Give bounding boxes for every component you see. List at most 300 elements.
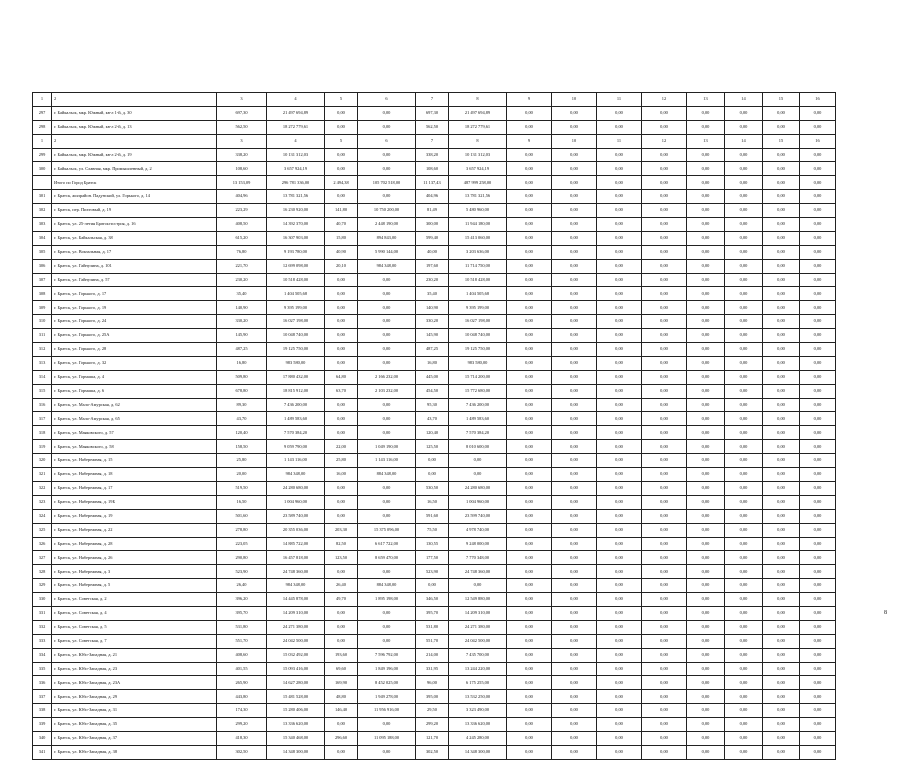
address-cell: г. Братск, ул. Советская, д. 5	[52, 620, 217, 634]
value-cell: 0,00	[642, 370, 687, 384]
value-cell: 121,70	[416, 731, 449, 745]
value-cell: 0,00	[358, 606, 416, 620]
value-cell: 214,00	[416, 648, 449, 662]
value-cell: 0,00	[725, 718, 763, 732]
value-cell: 0,00	[763, 537, 800, 551]
value-cell: 0,00	[725, 398, 763, 412]
value-cell: 0,00	[725, 537, 763, 551]
value-cell: 0,00	[800, 329, 836, 343]
value-cell: 1 004 960,00	[267, 495, 325, 509]
value-cell: 0,00	[687, 370, 725, 384]
table-row	[33, 648, 836, 662]
value-cell: 0,00	[507, 606, 552, 620]
value-cell: 445,00	[416, 370, 449, 384]
value-cell: 5 990 144,00	[358, 245, 416, 259]
value-cell: 0,00	[597, 593, 642, 607]
value-cell: 0,00	[800, 620, 836, 634]
value-cell: 0,00	[687, 593, 725, 607]
value-cell: 0,00	[449, 454, 507, 468]
value-cell: 4	[267, 93, 325, 107]
value-cell: 0,00	[358, 398, 416, 412]
address-cell: 2	[52, 93, 217, 107]
value-cell: 0,00	[552, 440, 597, 454]
value-cell: 0,00	[507, 745, 552, 759]
value-cell: 24 042 500,00	[267, 634, 325, 648]
value-cell: 0,00	[800, 509, 836, 523]
row-number-cell: 1	[33, 93, 52, 107]
value-cell: 26,40	[325, 579, 358, 593]
table-row	[33, 162, 836, 176]
value-cell: 0,00	[552, 426, 597, 440]
value-cell: 16,00	[325, 468, 358, 482]
value-cell: 40,90	[325, 245, 358, 259]
value-cell: 0,00	[687, 343, 725, 357]
value-cell: 562,50	[416, 120, 449, 134]
value-cell: 296 781 336,00	[267, 176, 325, 190]
value-cell: 0,00	[552, 551, 597, 565]
value-cell: 14 209 310,00	[449, 606, 507, 620]
address-cell: г. Байкальск, мкр. Южный, кв-л 2-й, д. 13	[52, 120, 217, 134]
value-cell: 0,00	[800, 120, 836, 134]
value-cell: 0,00	[507, 412, 552, 426]
value-cell: 0,00	[325, 509, 358, 523]
table-row	[33, 662, 836, 676]
address-cell: г. Братск, ул. Набережная, д. 3	[52, 565, 217, 579]
value-cell: 0,00	[642, 176, 687, 190]
table-row	[33, 301, 836, 315]
value-cell: 0,00	[358, 190, 416, 204]
value-cell: 0,00	[597, 565, 642, 579]
value-cell: 0,00	[725, 162, 763, 176]
value-cell: 0,00	[597, 384, 642, 398]
value-cell: 395,70	[217, 606, 267, 620]
value-cell: 0,00	[642, 287, 687, 301]
value-cell: 0,00	[763, 620, 800, 634]
value-cell: 1 004 960,00	[449, 495, 507, 509]
value-cell: 0,00	[763, 148, 800, 162]
value-cell: 11	[597, 93, 642, 107]
value-cell: 15,80	[325, 231, 358, 245]
value-cell: 0,00	[763, 495, 800, 509]
value-cell: 24 271 380,00	[267, 620, 325, 634]
value-cell: 14 627 280,00	[267, 676, 325, 690]
value-cell: 0,00	[763, 745, 800, 759]
address-cell: г. Братск, ул. Набережная, д. 15	[52, 454, 217, 468]
value-cell: 0,00	[725, 565, 763, 579]
value-cell: 0,00	[552, 315, 597, 329]
value-cell: 0,00	[763, 287, 800, 301]
value-cell: 0,00	[552, 301, 597, 315]
value-cell: 0,00	[416, 468, 449, 482]
table-row	[33, 315, 836, 329]
value-cell: 18 272 779,61	[449, 120, 507, 134]
value-cell: 0,00	[642, 537, 687, 551]
value-cell: 0,00	[763, 231, 800, 245]
value-cell: 35,40	[217, 287, 267, 301]
row-number-cell: 335	[33, 662, 52, 676]
value-cell: 0,00	[800, 287, 836, 301]
table-row	[33, 106, 836, 120]
table-row	[33, 523, 836, 537]
value-cell: 0,00	[597, 329, 642, 343]
value-cell: 697,30	[416, 106, 449, 120]
value-cell: 158,50	[217, 440, 267, 454]
value-cell: 0,00	[800, 606, 836, 620]
value-cell: 599,40	[416, 231, 449, 245]
row-number-cell: 338	[33, 704, 52, 718]
value-cell: 338,20	[416, 148, 449, 162]
table-row	[33, 537, 836, 551]
value-cell: 0,00	[687, 204, 725, 218]
address-cell: г. Братск, ул. Горького, д. 19	[52, 301, 217, 315]
value-cell: 140,90	[217, 301, 267, 315]
value-cell: 0,00	[552, 495, 597, 509]
value-cell: 0,00	[507, 259, 552, 273]
value-cell: 983 580,00	[267, 356, 325, 370]
value-cell: 0,00	[507, 593, 552, 607]
value-cell: 0,00	[725, 634, 763, 648]
address-cell: г. Братск, ул. Гормаша, д. 6	[52, 384, 217, 398]
value-cell: 0,00	[507, 218, 552, 232]
value-cell: 197,60	[416, 259, 449, 273]
value-cell: 0,00	[552, 218, 597, 232]
row-number-cell: 308	[33, 287, 52, 301]
row-number-cell: 336	[33, 676, 52, 690]
value-cell: 0,00	[358, 162, 416, 176]
value-cell: 0,00	[552, 662, 597, 676]
table-row	[33, 593, 836, 607]
value-cell: 0,00	[642, 315, 687, 329]
address-cell: г. Братск, ул. Мало-Амурская, д. 62	[52, 398, 217, 412]
value-cell: 0,00	[800, 412, 836, 426]
value-cell: 11 956 916,00	[358, 704, 416, 718]
value-cell: 0,00	[800, 579, 836, 593]
address-cell: г. Братск, ул. Горького, д. 28	[52, 343, 217, 357]
row-number-cell: 321	[33, 468, 52, 482]
value-cell: 0,00	[800, 690, 836, 704]
value-cell: 0,00	[507, 190, 552, 204]
value-cell: 0,00	[725, 412, 763, 426]
value-cell: 330,20	[416, 315, 449, 329]
value-cell: 408,60	[217, 648, 267, 662]
value-cell: 0,00	[687, 231, 725, 245]
value-cell: 0,00	[687, 718, 725, 732]
value-cell: 0,00	[800, 190, 836, 204]
value-cell: 299,20	[217, 718, 267, 732]
value-cell: 0,00	[325, 606, 358, 620]
value-cell: 0,00	[597, 454, 642, 468]
address-cell: г. Братск, ул. Горького, д. 32	[52, 356, 217, 370]
value-cell: 984 348,00	[267, 468, 325, 482]
value-cell: 2 166 232,00	[358, 370, 416, 384]
value-cell: 0,00	[642, 190, 687, 204]
value-cell: 120,40	[217, 426, 267, 440]
value-cell: 96,00	[416, 676, 449, 690]
value-cell: 9	[507, 134, 552, 148]
value-cell: 0,00	[597, 495, 642, 509]
value-cell: 13 244 220,00	[449, 662, 507, 676]
value-cell: 0,00	[597, 523, 642, 537]
value-cell: 0,00	[725, 648, 763, 662]
row-number-cell: 304	[33, 231, 52, 245]
row-number-cell: 315	[33, 384, 52, 398]
value-cell: 15 413 060,00	[449, 231, 507, 245]
value-cell: 9 395 199,00	[449, 301, 507, 315]
value-cell: 29,50	[416, 704, 449, 718]
value-cell: 0,00	[597, 718, 642, 732]
value-cell: 0,00	[552, 579, 597, 593]
value-cell: 0,00	[325, 718, 358, 732]
value-cell: 0,00	[597, 468, 642, 482]
value-cell: 0,00	[552, 745, 597, 759]
value-cell: 48,80	[325, 690, 358, 704]
value-cell: 2 103 232,00	[358, 384, 416, 398]
value-cell: 0,00	[800, 731, 836, 745]
value-cell: 3 323 490,00	[449, 704, 507, 718]
value-cell: 0,00	[642, 384, 687, 398]
value-cell: 108,60	[416, 162, 449, 176]
value-cell: 0,00	[507, 204, 552, 218]
value-cell: 0,00	[358, 426, 416, 440]
value-cell: 14 348 300,00	[267, 745, 325, 759]
value-cell: 0,00	[597, 662, 642, 676]
value-cell: 0,00	[642, 273, 687, 287]
value-cell: 13 532 250,00	[449, 690, 507, 704]
row-number-cell: 341	[33, 745, 52, 759]
value-cell: 0,00	[507, 690, 552, 704]
value-cell: 0,00	[325, 106, 358, 120]
value-cell: 0,00	[763, 218, 800, 232]
table-row	[33, 412, 836, 426]
value-cell: 0,00	[763, 606, 800, 620]
value-cell: 0,00	[642, 218, 687, 232]
value-cell: 7	[416, 93, 449, 107]
value-cell: 396,20	[217, 593, 267, 607]
value-cell: 0,00	[597, 634, 642, 648]
table-row	[33, 218, 836, 232]
value-cell: 11 714 750,00	[449, 259, 507, 273]
value-cell: 0,00	[358, 565, 416, 579]
value-cell: 63,70	[325, 384, 358, 398]
value-cell: 0,00	[597, 176, 642, 190]
row-number-cell: 340	[33, 731, 52, 745]
value-cell: 0,00	[687, 273, 725, 287]
value-cell: 0,00	[725, 259, 763, 273]
value-cell: 0,00	[725, 495, 763, 509]
address-cell: г. Братск, ул. Маяковского, д. 57	[52, 426, 217, 440]
value-cell: 21 497 694,89	[267, 106, 325, 120]
table-row	[33, 426, 836, 440]
value-cell: 0,00	[552, 162, 597, 176]
value-cell: 15 481 528,00	[267, 690, 325, 704]
value-cell: 0,00	[597, 356, 642, 370]
value-cell: 15 093 416,00	[267, 662, 325, 676]
row-number-cell: 333	[33, 634, 52, 648]
value-cell: 76,80	[217, 245, 267, 259]
value-cell: 0,00	[597, 148, 642, 162]
value-cell: 0,00	[597, 412, 642, 426]
table-row	[33, 329, 836, 343]
value-cell: 0,00	[325, 495, 358, 509]
value-cell: 21 497 694,89	[449, 106, 507, 120]
value-cell: 0,00	[687, 745, 725, 759]
value-cell: 6 617 722,00	[358, 537, 416, 551]
address-cell: г. Братск, ул. Набережная, д. 18	[52, 468, 217, 482]
value-cell: 0,00	[800, 440, 836, 454]
value-cell: 331,95	[416, 662, 449, 676]
value-cell: 0,00	[597, 370, 642, 384]
value-cell: 0,00	[358, 745, 416, 759]
value-cell: 0,00	[725, 231, 763, 245]
table-row	[33, 468, 836, 482]
value-cell: 123,50	[325, 551, 358, 565]
address-cell: г. Братск, ул. Юбо-Западная, д. 38	[52, 745, 217, 759]
value-cell: 0,00	[725, 676, 763, 690]
value-cell: 7 570 384,20	[267, 426, 325, 440]
value-cell: 0,00	[687, 398, 725, 412]
value-cell: 0,00	[552, 718, 597, 732]
address-cell: г. Братск, ул. Байкальская, д. 38	[52, 231, 217, 245]
address-cell: г. Братск, ул. Горького, д. 24	[52, 315, 217, 329]
value-cell: 265,90	[217, 676, 267, 690]
value-cell: 203,30	[325, 523, 358, 537]
value-cell: 501,60	[217, 509, 267, 523]
value-cell: 10 131 312,03	[449, 148, 507, 162]
value-cell: 0,00	[325, 620, 358, 634]
value-cell: 0,00	[725, 176, 763, 190]
value-cell: 0,00	[507, 579, 552, 593]
value-cell: 0,00	[642, 329, 687, 343]
value-cell: 16 027 198,00	[267, 315, 325, 329]
value-cell: 0,00	[800, 648, 836, 662]
table-row	[33, 495, 836, 509]
value-cell: 2 448 190,00	[358, 218, 416, 232]
value-cell: 0,00	[800, 370, 836, 384]
value-cell: 0,00	[763, 634, 800, 648]
value-cell: 0,00	[800, 551, 836, 565]
value-cell: 300,00	[416, 218, 449, 232]
value-cell: 0,00	[763, 565, 800, 579]
value-cell: 13	[687, 93, 725, 107]
value-cell: 0,00	[358, 343, 416, 357]
value-cell: 0,00	[642, 718, 687, 732]
value-cell: 0,00	[597, 690, 642, 704]
table-row	[33, 120, 836, 134]
value-cell: 0,00	[507, 718, 552, 732]
value-cell: 0,00	[642, 620, 687, 634]
address-cell: г. Братск, ул. 25-летия Братскгэсстроя, д. 16	[52, 218, 217, 232]
address-cell: г. Братск, ул. Гайнулина, д. 57	[52, 273, 217, 287]
value-cell: 0,00	[507, 245, 552, 259]
subtotal-row	[33, 176, 836, 190]
value-cell: 0,00	[800, 356, 836, 370]
value-cell: 0,00	[507, 454, 552, 468]
table-row	[33, 398, 836, 412]
value-cell: 16 307 903,00	[267, 231, 325, 245]
value-cell: 0,00	[763, 315, 800, 329]
value-cell: 302,50	[416, 745, 449, 759]
value-cell: 5	[325, 134, 358, 148]
value-cell: 0,00	[597, 509, 642, 523]
value-cell: 0,00	[763, 690, 800, 704]
value-cell: 146,40	[325, 704, 358, 718]
value-cell: 0,00	[687, 537, 725, 551]
value-cell: 0,00	[642, 245, 687, 259]
value-cell: 0,00	[687, 426, 725, 440]
value-cell: 0,00	[642, 606, 687, 620]
value-cell: 0,00	[763, 509, 800, 523]
value-cell: 0,00	[597, 120, 642, 134]
table-row	[33, 690, 836, 704]
value-cell: 0,00	[725, 329, 763, 343]
value-cell: 14 445 878,00	[267, 593, 325, 607]
value-cell: 64,80	[325, 370, 358, 384]
value-cell: 0,00	[687, 704, 725, 718]
value-cell: 16 027 198,00	[449, 315, 507, 329]
value-cell: 0,00	[507, 731, 552, 745]
value-cell: 1 143 116,00	[267, 454, 325, 468]
value-cell: 0,00	[725, 606, 763, 620]
value-cell: 24 271 380,00	[449, 620, 507, 634]
value-cell: 0,00	[725, 440, 763, 454]
value-cell: 10 048 740,00	[449, 329, 507, 343]
table-row	[33, 509, 836, 523]
value-cell: 0,00	[552, 468, 597, 482]
value-cell: 14 392 370,00	[267, 218, 325, 232]
value-cell: 0,00	[507, 356, 552, 370]
value-cell: 0,00	[507, 426, 552, 440]
value-cell: 0,00	[687, 287, 725, 301]
value-cell: 0,00	[642, 745, 687, 759]
value-cell: 0,00	[725, 593, 763, 607]
row-number-cell: 327	[33, 551, 52, 565]
value-cell: 0,00	[552, 204, 597, 218]
value-cell: 0,00	[800, 537, 836, 551]
value-cell: 0,00	[642, 509, 687, 523]
value-cell: 0,00	[358, 495, 416, 509]
value-cell: 0,00	[763, 273, 800, 287]
value-cell: 13 153,09	[217, 176, 267, 190]
value-cell: 0,00	[687, 495, 725, 509]
value-cell: 0,00	[725, 662, 763, 676]
value-cell: 0,00	[325, 120, 358, 134]
value-cell: 11 095 188,00	[358, 731, 416, 745]
value-cell: 3	[217, 134, 267, 148]
value-cell: 0,00	[800, 245, 836, 259]
value-cell: 0,00	[552, 593, 597, 607]
value-cell: 0,00	[597, 704, 642, 718]
value-cell: 0,00	[687, 356, 725, 370]
value-cell: 0,00	[800, 343, 836, 357]
value-cell: 0,00	[597, 731, 642, 745]
value-cell: 0,00	[725, 287, 763, 301]
column-number-row	[33, 93, 836, 107]
value-cell: 408,50	[217, 218, 267, 232]
value-cell: 0,00	[642, 565, 687, 579]
page-number: 8	[884, 610, 887, 616]
value-cell: 0,00	[642, 301, 687, 315]
address-cell: г. Братск, ул. Юбо-Западная, д. 29	[52, 690, 217, 704]
address-cell: г. Братск, ул. Советская, д. 7	[52, 634, 217, 648]
address-cell: г. Братск, ул. Набережная, д. 22	[52, 523, 217, 537]
value-cell: 0,00	[800, 481, 836, 495]
address-cell: г. Братск, ул. Вокзальная, д. 17	[52, 245, 217, 259]
row-number-cell: 320	[33, 454, 52, 468]
value-cell: 0,00	[642, 662, 687, 676]
value-cell: 0,00	[358, 356, 416, 370]
value-cell: 0,00	[358, 301, 416, 315]
value-cell: 0,00	[507, 648, 552, 662]
